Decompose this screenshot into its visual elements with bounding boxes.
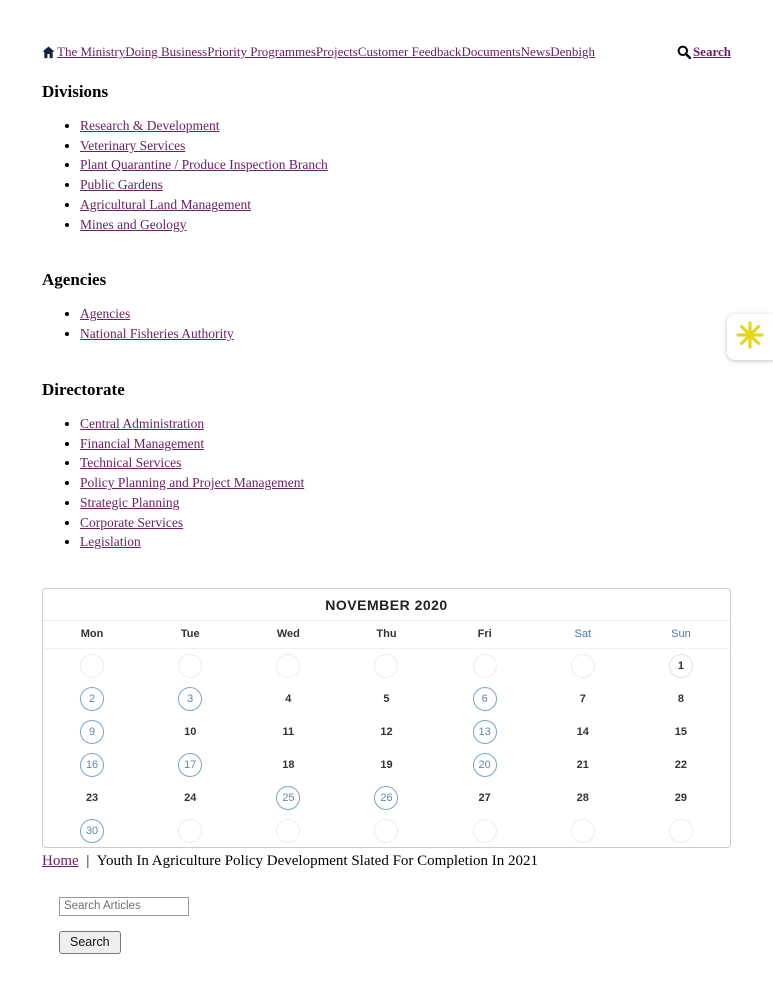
calendar-day-header: Sat — [574, 628, 592, 641]
calendar-date: 18 — [282, 758, 295, 771]
list-item — [80, 197, 731, 214]
nav-link[interactable]: Documents — [461, 44, 521, 59]
list-item — [80, 515, 731, 532]
nav-link[interactable]: Projects — [315, 44, 358, 59]
section-link[interactable]: Mines and Geology — [80, 216, 187, 232]
section-link[interactable]: Public Gardens — [80, 177, 163, 193]
calendar-date-event[interactable]: 9 — [80, 720, 104, 744]
calendar-day-header: Wed — [276, 628, 300, 641]
calendar-grid — [43, 649, 730, 847]
nav-link[interactable]: The Ministry — [57, 44, 126, 59]
calendar-date: 14 — [576, 725, 589, 738]
section-link[interactable]: Policy Planning and Project Management — [80, 475, 305, 491]
calendar-date-event[interactable]: 13 — [473, 720, 497, 744]
nav-link[interactable]: Doing Business — [125, 44, 208, 59]
list-item — [80, 177, 731, 194]
calendar-date — [669, 819, 693, 843]
calendar-cell — [141, 649, 239, 682]
calendar-date-event[interactable]: 16 — [80, 753, 104, 777]
sections — [42, 82, 731, 551]
list-item — [80, 326, 731, 343]
calendar-cell — [632, 748, 730, 781]
calendar-date: 28 — [576, 791, 589, 804]
calendar-date-event[interactable]: 30 — [80, 819, 104, 843]
calendar-cell — [436, 781, 534, 814]
calendar-cell — [436, 814, 534, 847]
list-item — [80, 416, 731, 433]
accessibility-asterisk-icon — [736, 321, 764, 354]
calendar-cell — [239, 682, 337, 715]
calendar-date: 22 — [674, 758, 688, 771]
section-heading: Agencies — [42, 270, 107, 290]
list-item — [80, 306, 731, 323]
nav-link[interactable]: Denbigh — [550, 44, 596, 59]
calendar-date: 24 — [184, 791, 197, 804]
list-item — [80, 495, 731, 512]
calendar-cell — [534, 682, 632, 715]
calendar-date — [571, 654, 595, 678]
calendar-cell[interactable] — [43, 682, 141, 715]
nav-search-link[interactable] — [677, 44, 731, 60]
calendar-cell — [239, 715, 337, 748]
calendar-date: 23 — [85, 791, 99, 804]
calendar-date — [374, 819, 398, 843]
section-link[interactable]: Plant Quarantine / Produce Inspection Branch — [80, 157, 328, 173]
calendar-cell — [534, 814, 632, 847]
section-heading: Divisions — [42, 82, 109, 101]
calendar-cell[interactable] — [337, 781, 435, 814]
section-link[interactable]: National Fisheries Authority — [80, 326, 234, 342]
calendar-date: 5 — [383, 692, 390, 705]
calendar-date: 12 — [380, 725, 393, 738]
calendar-date-event[interactable]: 2 — [80, 687, 104, 711]
calendar-cell — [632, 814, 730, 847]
calendar-date — [178, 654, 202, 678]
calendar-cell — [239, 748, 337, 781]
list-item — [80, 118, 731, 135]
list-item — [80, 436, 731, 453]
section-link[interactable]: Strategic Planning — [80, 494, 180, 510]
calendar-cell — [632, 682, 730, 715]
calendar-date: 1 — [669, 654, 693, 678]
nav-link[interactable]: Customer Feedback — [357, 44, 462, 59]
calendar-date — [80, 654, 104, 678]
calendar-day-header: Sun — [671, 628, 691, 641]
calendar-date: 21 — [576, 758, 589, 771]
calendar-cell — [632, 781, 730, 814]
search-icon — [677, 45, 691, 59]
nav-link[interactable]: Priority Programmes — [207, 44, 316, 59]
calendar-cell — [141, 814, 239, 847]
calendar-cell — [337, 814, 435, 847]
section-link[interactable]: Veterinary Services — [80, 137, 186, 153]
nav-link[interactable]: News — [520, 44, 551, 59]
calendar-title: NOVEMBER 2020 — [43, 589, 730, 621]
calendar-date — [276, 654, 300, 678]
calendar-day-header: Thu — [376, 628, 397, 641]
calendar-cell — [43, 649, 141, 682]
list-item — [80, 157, 731, 174]
calendar-date: 15 — [674, 725, 688, 738]
list-item — [80, 217, 731, 234]
calendar-date-event[interactable]: 17 — [178, 753, 202, 777]
article-search — [59, 896, 731, 954]
breadcrumb-separator: | — [86, 853, 90, 870]
calendar-day-header: Tue — [180, 628, 200, 641]
top-nav — [42, 44, 731, 60]
section-link-list — [42, 416, 731, 551]
calendar-date: 10 — [184, 725, 197, 738]
calendar-cell — [337, 715, 435, 748]
calendar-date: 8 — [677, 692, 684, 705]
calendar-date: 29 — [674, 791, 688, 804]
calendar-cell[interactable] — [239, 781, 337, 814]
calendar-day-header: Fri — [477, 628, 492, 641]
section-link[interactable]: Legislation — [80, 534, 141, 550]
calendar-cell — [43, 781, 141, 814]
calendar-date — [571, 819, 595, 843]
calendar-cell[interactable] — [436, 682, 534, 715]
calendar-cell — [337, 748, 435, 781]
calendar-cell — [534, 649, 632, 682]
calendar-cell — [632, 649, 730, 682]
section-link[interactable]: Corporate Services — [80, 514, 184, 530]
calendar-daynames — [43, 621, 730, 649]
accessibility-widget[interactable] — [727, 314, 773, 360]
top-nav-links — [57, 44, 595, 60]
calendar-cell — [337, 682, 435, 715]
calendar-cell — [239, 649, 337, 682]
section-link[interactable]: Technical Services — [80, 455, 182, 471]
section-link-list — [42, 118, 731, 233]
calendar-cell — [337, 649, 435, 682]
list-item — [80, 138, 731, 155]
calendar-date: 11 — [282, 725, 295, 738]
calendar-cell[interactable] — [43, 715, 141, 748]
breadcrumb-home-link[interactable]: Home — [42, 853, 79, 870]
calendar-cell — [534, 715, 632, 748]
calendar-cell — [534, 748, 632, 781]
calendar-date: 19 — [380, 758, 393, 771]
calendar-cell — [534, 781, 632, 814]
calendar-date — [473, 654, 497, 678]
calendar-cell[interactable] — [43, 814, 141, 847]
calendar-cell[interactable] — [141, 748, 239, 781]
calendar-date — [473, 819, 497, 843]
calendar-cell[interactable] — [436, 748, 534, 781]
calendar-date — [374, 654, 398, 678]
calendar-date-event[interactable]: 20 — [473, 753, 497, 777]
section-link[interactable]: Research & Development — [80, 118, 220, 133]
section-link[interactable]: Central Administration — [80, 415, 205, 431]
nav-search-label: Search — [692, 44, 731, 59]
list-item — [80, 475, 731, 492]
calendar-date-event[interactable]: 26 — [374, 786, 398, 810]
calendar-date: 27 — [478, 791, 491, 804]
breadcrumb — [42, 853, 731, 870]
calendar-day-header: Mon — [80, 628, 104, 641]
calendar-date: 4 — [285, 692, 292, 705]
calendar-date: 7 — [579, 692, 586, 705]
home-icon[interactable] — [42, 46, 55, 59]
calendar — [42, 588, 731, 848]
calendar-cell — [436, 649, 534, 682]
calendar-cell — [632, 715, 730, 748]
list-item — [80, 534, 731, 551]
search-articles-button[interactable]: Search — [59, 931, 121, 954]
section-link[interactable]: Financial Management — [80, 435, 205, 451]
calendar-date — [276, 819, 300, 843]
section-heading: Directorate — [42, 379, 125, 399]
calendar-cell — [239, 814, 337, 847]
list-item — [80, 455, 731, 472]
breadcrumb-article-title: Youth In Agriculture Policy Development Slated For Completion In 2021 — [96, 853, 538, 870]
section-link[interactable]: Agricultural Land Management — [80, 196, 251, 212]
search-articles-input[interactable] — [59, 897, 189, 916]
calendar-cell[interactable] — [436, 715, 534, 748]
section-link[interactable]: Agencies — [80, 306, 131, 322]
calendar-date-event[interactable]: 6 — [473, 687, 497, 711]
calendar-cell — [141, 781, 239, 814]
calendar-cell[interactable] — [43, 748, 141, 781]
calendar-date-event[interactable]: 3 — [178, 687, 202, 711]
calendar-cell — [141, 715, 239, 748]
calendar-cell[interactable] — [141, 682, 239, 715]
calendar-date-event[interactable]: 25 — [276, 786, 300, 810]
calendar-date — [178, 819, 202, 843]
section-link-list — [42, 306, 731, 342]
